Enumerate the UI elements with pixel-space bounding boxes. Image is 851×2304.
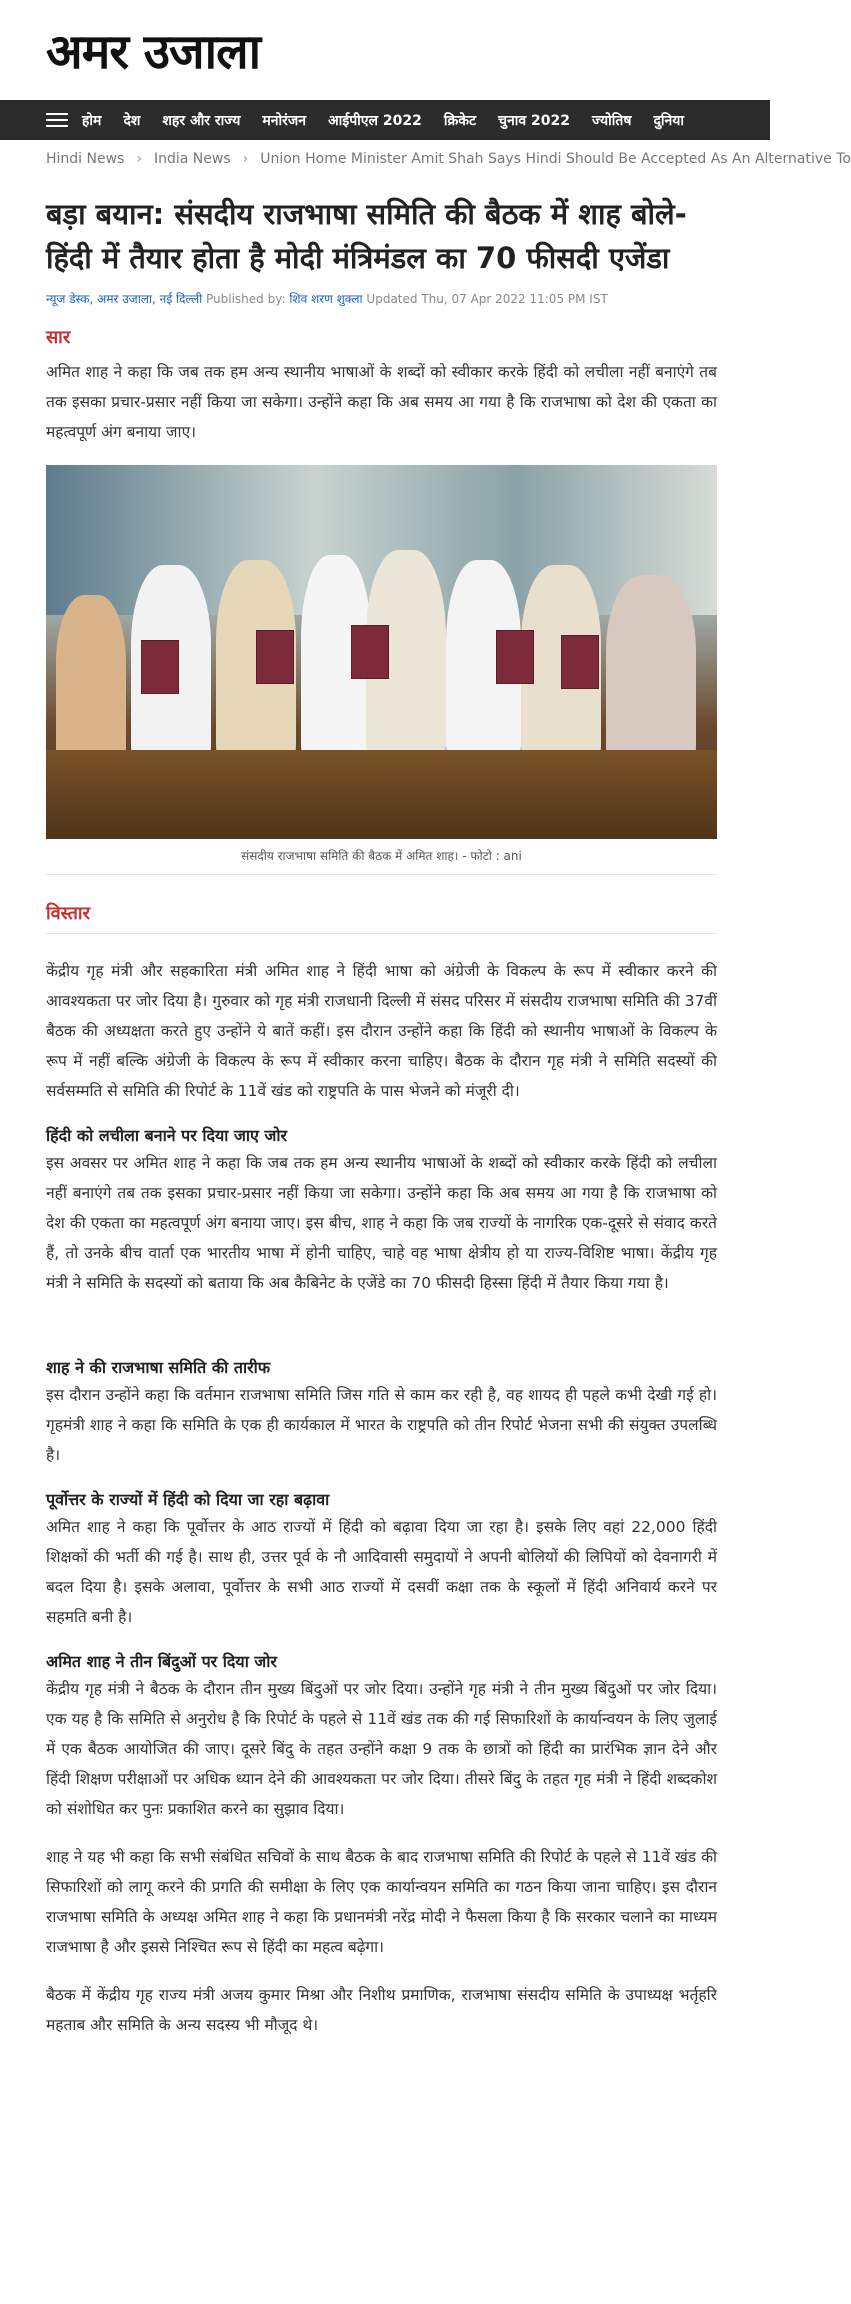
nav-item-country[interactable]: देश — [123, 112, 141, 129]
breadcrumb-current: Union Home Minister Amit Shah Says Hindi Should Be Accepted As An Alternative To — [260, 151, 851, 167]
article-paragraph: इस दौरान उन्होंने कहा कि वर्तमान राजभाषा समिति जिस गति से काम कर रही है, वह शायद ही पहले कभी देखी गई हो। गृहमंत्री शाह ने कहा कि समिति के एक ही कार्यकाल में भारत के राष्ट्रपति को तीन रिपोर्ट भेजना सभी की संयुक्त उपलब्धि है। — [46, 1386, 717, 1464]
subheading: अमित शाह ने तीन बिंदुओं पर दिया जोर — [46, 1652, 277, 1671]
byline-desk[interactable]: न्यूज डेस्क, अमर उजाला, नई दिल्ली — [46, 292, 203, 306]
article — [0, 192, 770, 2040]
nav-item-entertainment[interactable]: मनोरंजन — [262, 112, 307, 129]
nav-item-city-state[interactable]: शहर और राज्य — [162, 112, 241, 129]
nav-item-astrology[interactable]: ज्योतिष — [591, 112, 632, 129]
breadcrumb — [0, 140, 851, 178]
chevron-right-icon: › — [242, 151, 249, 167]
article-paragraph: केंद्रीय गृह मंत्री और सहकारिता मंत्री अमित शाह ने हिंदी भाषा को अंग्रेजी के विकल्प के रूप में स्वीकार करने की आवश्यकता पर जोर दिया है। गुरुवार को गृह मंत्री राजधानी दिल्ली में संसद परिसर में संसदीय राजभाषा समिति की 37वीं बैठक की अध्यक्षता करते हुए उन्होंने ये बातें कहीं। इस दौरान उन्होंने कहा कि हिंदी को स्थानीय भाषाओं के विकल्प के रूप में नहीं बल्कि अंग्रेजी के विकल्प के रूप में स्वीकार करना चाहिए। बैठक के दौरान गृह मंत्री ने समिति सदस्यों की सर्वसम्मति से समिति की रिपोर्ट के 11वें खंड को राष्ट्रपति के पास भेजने को मंजूरी दी। — [46, 962, 717, 1100]
main-nav — [0, 100, 770, 140]
byline — [46, 290, 717, 307]
article-paragraph: इस अवसर पर अमित शाह ने कहा कि जब तक हम अन्य स्थानीय भाषाओं के शब्दों को स्वीकार करके हिंदी को लचीला नहीं बनाएंगे तब तक इसका प्रचार-प्रसार नहीं किया जा सकेगा। उन्होंने कहा कि अब समय आ गया है कि राजभाषा को देश की एकता का महत्वपूर्ण अंग बनाया जाए। इस बीच, शाह ने कहा कि जब राज्यों के नागरिक एक-दूसरे से संवाद करते हैं, तो उनके बीच वार्ता एक भारतीय भाषा में होनी चाहिए, चाहे वह भाषा क्षेत्रीय हो या राज्य-विशिष्ट भाषा। केंद्रीय गृह मंत्री ने समिति के सदस्यों को बताया कि अब कैबिनेट के एजेंडे का 70 फीसदी हिस्सा हिंदी में तैयार किया गया है। — [46, 1154, 717, 1292]
article-paragraph: केंद्रीय गृह मंत्री ने बैठक के दौरान तीन मुख्य बिंदुओं पर जोर दिया। उन्होंने गृह मंत्री ने तीन मुख्य बिंदुओं पर जोर दिया। एक यह है कि समिति से अनुरोध है कि रिपोर्ट के पहले से 11वें खंड तक की गई सिफारिशों के कार्यान्वयन के लिए जुलाई में एक बैठक आयोजित की जाए। दूसरे बिंदु के तहत उन्होंने कक्षा 9 तक के छात्रों को हिंदी का प्रारंभिक ज्ञान देने और हिंदी शिक्षण परीक्षाओं पर अधिक ध्यान देने की आवश्यकता पर जोर दिया। तीसरे बिंदु के तहत गृह मंत्री ने हिंदी शब्दकोश को संशोधित कर पुनः प्रकाशित करने का सुझाव दिया। — [46, 1680, 717, 1818]
nav-item-cricket[interactable]: क्रिकेट — [443, 112, 477, 129]
chevron-right-icon: › — [136, 151, 142, 167]
photo-caption: संसदीय राजभाषा समिति की बैठक में अमित शाह। - फोटो : ani — [46, 839, 717, 875]
article-title: बड़ा बयान: संसदीय राजभाषा समिति की बैठक में शाह बोले- हिंदी में तैयार होता है मोदी मंत्रिमंडल का 70 फीसदी एजेंडा — [46, 197, 687, 275]
author-name[interactable]: शिव शरण शुक्ला — [289, 292, 363, 306]
summary-text: अमित शाह ने कहा कि जब तक हम अन्य स्थानीय भाषाओं के शब्दों को स्वीकार करके हिंदी को लचीला नहीं बनाएंगे तब तक इसका प्रचार-प्रसार नहीं किया जा सकेगा। उन्होंने कहा कि अब समय आ गया है कि राजभाषा को देश की एकता का महत्वपूर्ण अंग बनाया जाए। — [46, 363, 717, 441]
nav-item-ipl[interactable]: आईपीएल 2022 — [328, 112, 422, 129]
published-label: Published by: — [206, 292, 286, 306]
subheading: पूर्वोत्तर के राज्यों में हिंदी को दिया जा रहा बढ़ावा — [46, 1490, 330, 1509]
masthead — [0, 0, 770, 100]
detail-heading: विस्तार — [46, 903, 90, 924]
nav-item-home[interactable]: होम — [82, 112, 102, 129]
nav-item-world[interactable]: दुनिया — [653, 112, 685, 129]
breadcrumb-hindi-news[interactable]: Hindi News — [46, 151, 125, 167]
site-logo[interactable]: अमर उजाला — [46, 24, 261, 80]
article-paragraph: शाह ने यह भी कहा कि सभी संबंधित सचिवों के साथ बैठक के बाद राजभाषा समिति की रिपोर्ट के पहले से 11वें खंड की सिफारिशों को लागू करने की प्रगति की समीक्षा के लिए एक कार्यान्वयन समिति का गठन किया जाना चाहिए। इस दौरान राजभाषा समिति के अध्यक्ष अमित शाह ने कहा कि प्रधानमंत्री नरेंद्र मोदी ने फैसला किया है कि सरकार चलाने का माध्यम राजभाषा है और इससे निश्चित रूप से हिंदी का महत्व बढ़ेगा। — [46, 1848, 717, 1956]
article-photo[interactable] — [46, 465, 717, 839]
subheading: हिंदी को लचीला बनाने पर दिया जाए जोर — [46, 1126, 288, 1145]
article-paragraph: बैठक में केंद्रीय गृह राज्य मंत्री अजय कुमार मिश्रा और निशीथ प्रमाणिक, राजभाषा संसदीय समिति के उपाध्यक्ष भर्तृहरि महताब और समिति के अन्य सदस्य भी मौजूद थे। — [46, 1986, 717, 2034]
article-paragraph: अमित शाह ने कहा कि पूर्वोत्तर के आठ राज्यों में हिंदी को बढ़ावा दिया जा रहा है। इसके लिए वहां 22,000 हिंदी शिक्षकों की भर्ती की गई है। साथ ही, उत्तर पूर्व के नौ आदिवासी समुदायों ने अपनी बोलियों की लिपियों को देवनागरी में बदल दिया है। इसके अलावा, पूर्वोत्तर के सभी आठ राज्यों में दसवीं कक्षा तक के स्कूलों में हिंदी अनिवार्य करने पर सहमति बनी है। — [46, 1518, 717, 1626]
nav-item-elections[interactable]: चुनाव 2022 — [498, 112, 570, 129]
summary-heading: सार — [46, 327, 71, 348]
updated-timestamp: Updated Thu, 07 Apr 2022 11:05 PM IST — [366, 292, 608, 306]
breadcrumb-india-news[interactable]: India News — [153, 151, 231, 167]
subheading: शाह ने की राजभाषा समिति की तारीफ — [46, 1358, 271, 1377]
hamburger-menu-icon[interactable] — [46, 113, 68, 127]
